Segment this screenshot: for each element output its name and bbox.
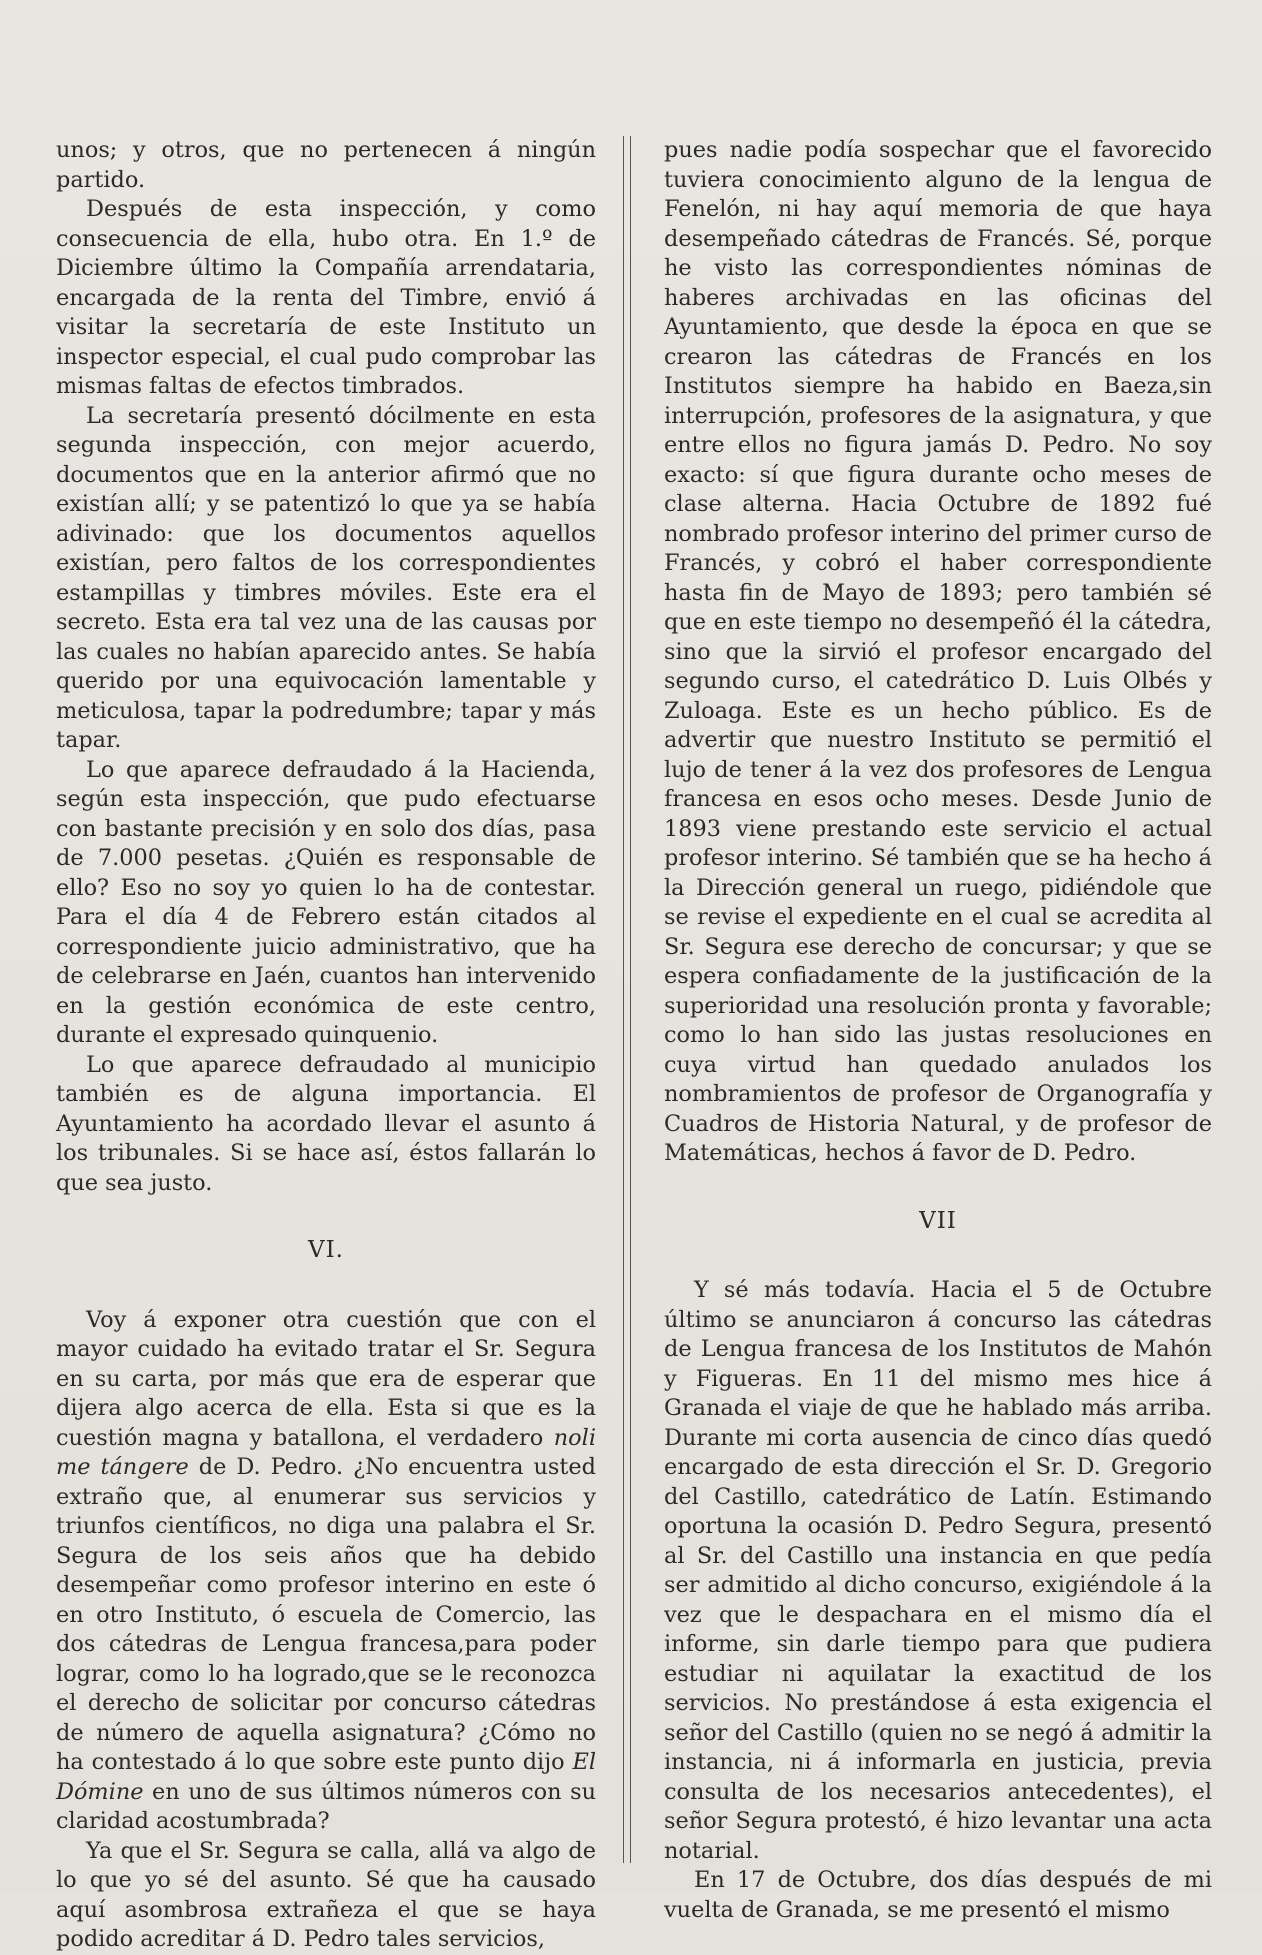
- paragraph: Lo que aparece defraudado al municipio también es de alguna importancia. El Ayuntamiento ha acordado llevar el asunto á los tribunales. Si se hace así, éstos fallarán lo que sea justo.: [56, 1051, 596, 1196]
- section-heading-vi: VI.: [307, 1237, 344, 1263]
- paragraph-text: en uno de sus últimos números con su claridad acostumbrada?: [56, 1778, 596, 1834]
- paragraph: [56, 1306, 596, 1837]
- paragraph: La secretaría presentó dócilmente en esta segunda inspección, con mejor acuerdo, documentos que en la anterior afirmó que no existían allí; y se patentizó lo que ya se había adivinado: que los documentos aquellos existían, pero faltos de los correspondientes estampillas y timbres móviles. Este era el secreto. Esta era tal vez una de las causas por las cuales no habían aparecido antes. Se había querido por una equivocación lamentable y meticulosa, tapar la podredumbre; tapar y más tapar.: [56, 402, 596, 753]
- paragraph: pues nadie podía sospechar que el favorecido tuviera conocimiento alguno de la lengua de Fenelón, ni hay aquí memoria de que haya desempeñado cátedras de Francés. Sé, porque he visto las correspondientes nóminas de haberes archivadas en las oficinas del Ayuntamiento, que desde la época en que se crearon las cátedras de Francés en los Institutos siempre ha habido en Baeza,sin interrupción, profesores de la asignatura, y que entre ellos no figura jamás D. Pedro. No soy exacto: sí que figura durante ocho meses de clase alterna. Hacia Octubre de 1892 fué nombrado profesor interino del primer curso de Francés, y cobró el haber correspondiente hasta fin de Mayo de 1893; pero también sé que en este tiempo no desempeñó él la cátedra, sino que la sirvió el profesor encargado del segundo curso, el catedrático D. Luis Olbés y Zuloaga. Este es un hecho público. Es de advertir que nuestro Instituto se permitió el lujo de tener á la vez dos profesores de Lengua francesa en esos ocho meses. Desde Junio de 1893 viene prestando este servicio el actual profesor interino. Sé también que se ha hecho á la Dirección general un ruego, pidiéndole que se revise el expediente en el cual se acredita al Sr. Segura ese derecho de concursar; y que se espera confiadamente de la justificación de la superioridad una resolución pronta y favorable; como lo han sido las justas resoluciones en cuya virtud han quedado anulados los nombramientos de profesor de Organografía y Cuadros de Historia Natural, y de profesor de Matemáticas, hechos á favor de D. Pedro.: [664, 137, 1212, 1166]
- paragraph-text: de D. Pedro. ¿No encuentra usted extraño que, al enumerar sus servicios y triunfos científicos, no diga una palabra el Sr. Segura de los seis años que ha debido desempeñar como profesor interino en este ó en otro Instituto, ó escuela de Comercio, las dos cátedras de Lengua francesa,para poder lograr, como lo ha logrado,que se le reconozca el derecho de solicitar por concurso cátedras de número de aquella asignatura? ¿Cómo no ha contestado á lo que sobre este punto dijo: [56, 1454, 596, 1775]
- section-heading-vii: VII: [919, 1207, 957, 1234]
- paragraph: Ya que el Sr. Segura se calla, allá va algo de lo que yo sé del asunto. Sé que ha causado aquí asombrosa extrañeza el que se haya podido acreditar á D. Pedro tales servicios,: [56, 1837, 596, 1952]
- left-column: [56, 136, 596, 1955]
- paragraph: En 17 de Octubre, dos días después de mi vuelta de Granada, se me presentó el mismo: [664, 1867, 1212, 1923]
- paragraph: Lo que aparece defraudado á la Hacienda, según esta inspección, que pudo efectuarse con bastante precisión y en solo dos días, pasa de 7.000 pesetas. ¿Quién es responsable de ello? Eso no soy yo quien lo ha de contestar. Para el día 4 de Febrero están citados al correspondiente juicio administrativo, que ha de celebrarse en Jaén, cuantos han intervenido en la gestión económica de este centro, durante el expresado quinquenio.: [56, 756, 596, 1048]
- paragraph: Después de esta inspección, y como consecuencia de ella, hubo otra. En 1.º de Diciembre último la Compañía arrendataria, encargada de la renta del Timbre, envió á visitar la secretaría de este Instituto un inspector especial, el cual pudo comprobar las mismas faltas de efectos timbrados.: [56, 196, 596, 399]
- italic-title: El Dómine: [56, 1749, 596, 1805]
- right-column: [664, 136, 1212, 1925]
- paragraph-text: Voy á exponer otra cuestión que con el mayor cuidado ha evitado tratar el Sr. Segura en su carta, por más que era de esperar que dijera algo acerca de ella. Esta si que es la cuestión magna y batallona, el verdadero: [56, 1306, 596, 1451]
- italic-phrase: noli me tángere: [56, 1424, 596, 1480]
- column-divider: [623, 136, 624, 1863]
- column-divider: [630, 136, 631, 1863]
- paragraph: unos; y otros, que no pertenecen á ningún partido.: [56, 137, 596, 193]
- paragraph: Y sé más todavía. Hacia el 5 de Octubre último se anunciaron á concurso las cátedras de Lengua francesa de los Institutos de Mahón y Figueras. En 11 del mismo mes hice á Granada el viaje de que he hablado más arriba. Durante mi corta ausencia de cinco días quedó encargado de esta dirección el Sr. D. Gregorio del Castillo, catedrático de Latín. Estimando oportuna la ocasión D. Pedro Segura, presentó al Sr. del Castillo una instancia en que pedía ser admitido al dicho concurso, exigiéndole á la vez que le despachara en el mismo día el informe, sin darle tiempo para que pudiera estudiar ni aquilatar la exactitud de los servicios. No prestándose á esta exigencia el señor del Castillo (quien no se negó á admitir la instancia, ni á informarla en justicia, previa consulta de los necesarios antecedentes), el señor Segura protestó, é hizo levantar una acta notarial.: [664, 1277, 1212, 1864]
